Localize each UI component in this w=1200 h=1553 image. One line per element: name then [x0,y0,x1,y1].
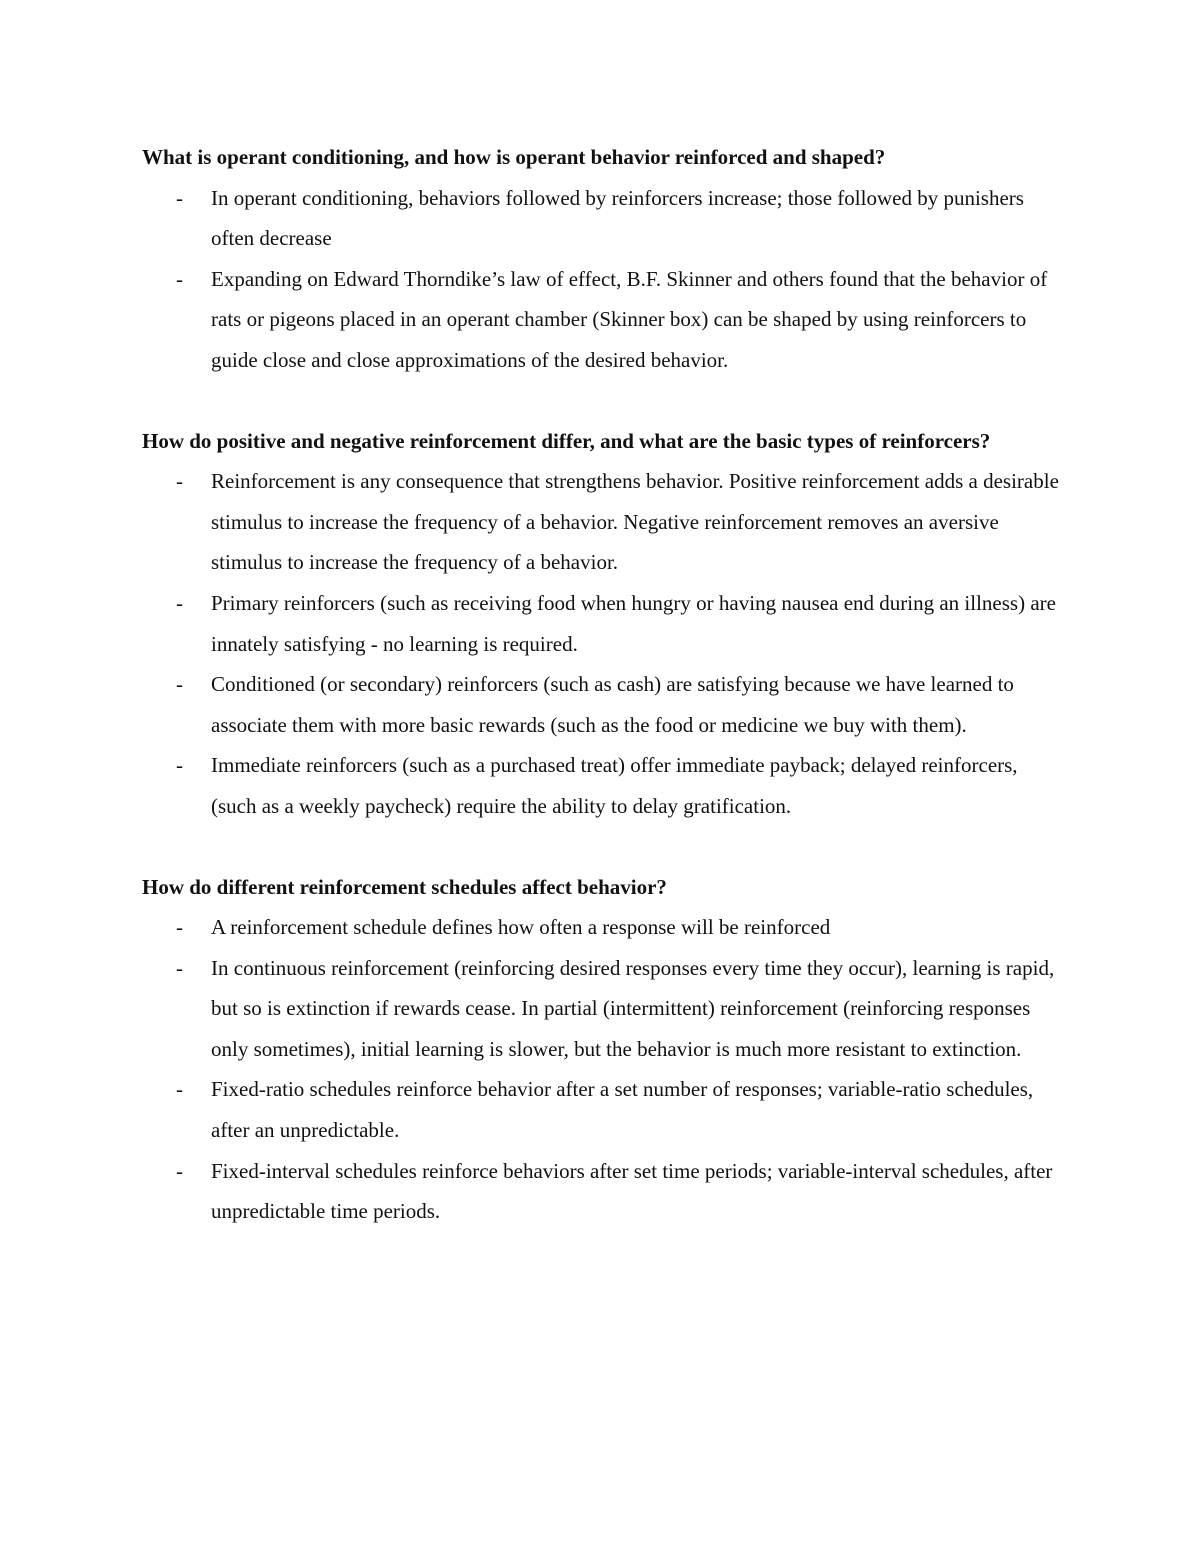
bullet-item [142,745,1062,826]
dash-bullet-icon: - [176,753,183,778]
section-reinforcement-schedules [142,867,1062,1232]
bullet-list [142,907,1062,1232]
bullet-text: Conditioned (or secondary) reinforcers (such as cash) are satisfying because we have learned to associate them with more basic rewards (such as the food or medicine we buy with them). [211,672,1014,737]
bullet-list [142,178,1062,381]
dash-bullet-icon: - [176,672,183,697]
dash-bullet-icon: - [176,1077,183,1102]
bullet-list [142,461,1062,826]
bullet-item [142,948,1062,1070]
section-question: How do positive and negative reinforcement differ, and what are the basic types of reinforcers? [142,428,991,453]
section-reinforcement-types [142,421,1062,827]
dash-bullet-icon: - [176,1158,183,1183]
bullet-text: Primary reinforcers (such as receiving food when hungry or having nausea end during an illness) are innately satisfying - no learning is required. [211,590,1056,656]
bullet-item [142,259,1062,381]
bullet-item [142,664,1062,745]
bullet-text: Reinforcement is any consequence that strengthens behavior. Positive reinforcement adds a desirable stimulus to increase the frequency of a behavior. Negative reinforcement removes an aversive stimulus to increase the frequency of a behavior. [211,469,1059,575]
bullet-item [142,583,1062,664]
dash-bullet-icon: - [176,185,183,210]
bullet-item [142,1069,1062,1150]
bullet-text: Expanding on Edward Thorndike’s law of effect, B.F. Skinner and others found that the behavior of rats or pigeons placed in an operant chamber (Skinner box) can be shaped by using reinforcers to guide close and close approximations of the desired behavior. [211,266,1048,372]
section-operant-conditioning [142,137,1062,381]
bullet-text: In operant conditioning, behaviors followed by reinforcers increase; those followed by punishers often decrease [211,185,1024,251]
bullet-text: Immediate reinforcers (such as a purchased treat) offer immediate payback; delayed reinforcers, (such as a weekly paycheck) require the ability to delay gratification. [211,753,1018,818]
bullet-text: A reinforcement schedule defines how often a response will be reinforced [211,915,831,940]
section-question: How do different reinforcement schedules affect behavior? [142,874,667,899]
dash-bullet-icon: - [176,590,183,615]
bullet-text: Fixed-interval schedules reinforce behaviors after set time periods; variable-interval schedules, after unpredictable time periods. [211,1158,1053,1224]
bullet-item [142,461,1062,583]
bullet-item [142,907,1062,948]
section-question: What is operant conditioning, and how is operant behavior reinforced and shaped? [142,145,886,169]
document-body [142,137,1062,1272]
dash-bullet-icon: - [176,266,183,291]
dash-bullet-icon: - [176,469,183,494]
bullet-text: Fixed-ratio schedules reinforce behavior after a set number of responses; variable-ratio schedules, after an unpredictable. [211,1077,1034,1143]
bullet-text: In continuous reinforcement (reinforcing desired responses every time they occur), learning is rapid, but so is extinction if rewards cease. In partial (intermittent) reinforcement (reinforcing responses only sometimes), initial learning is slower, but the behavior is much more resistant to extinction. [211,955,1055,1061]
bullet-item [142,1151,1062,1232]
bullet-item [142,178,1062,259]
dash-bullet-icon: - [176,915,183,940]
dash-bullet-icon: - [176,955,183,980]
